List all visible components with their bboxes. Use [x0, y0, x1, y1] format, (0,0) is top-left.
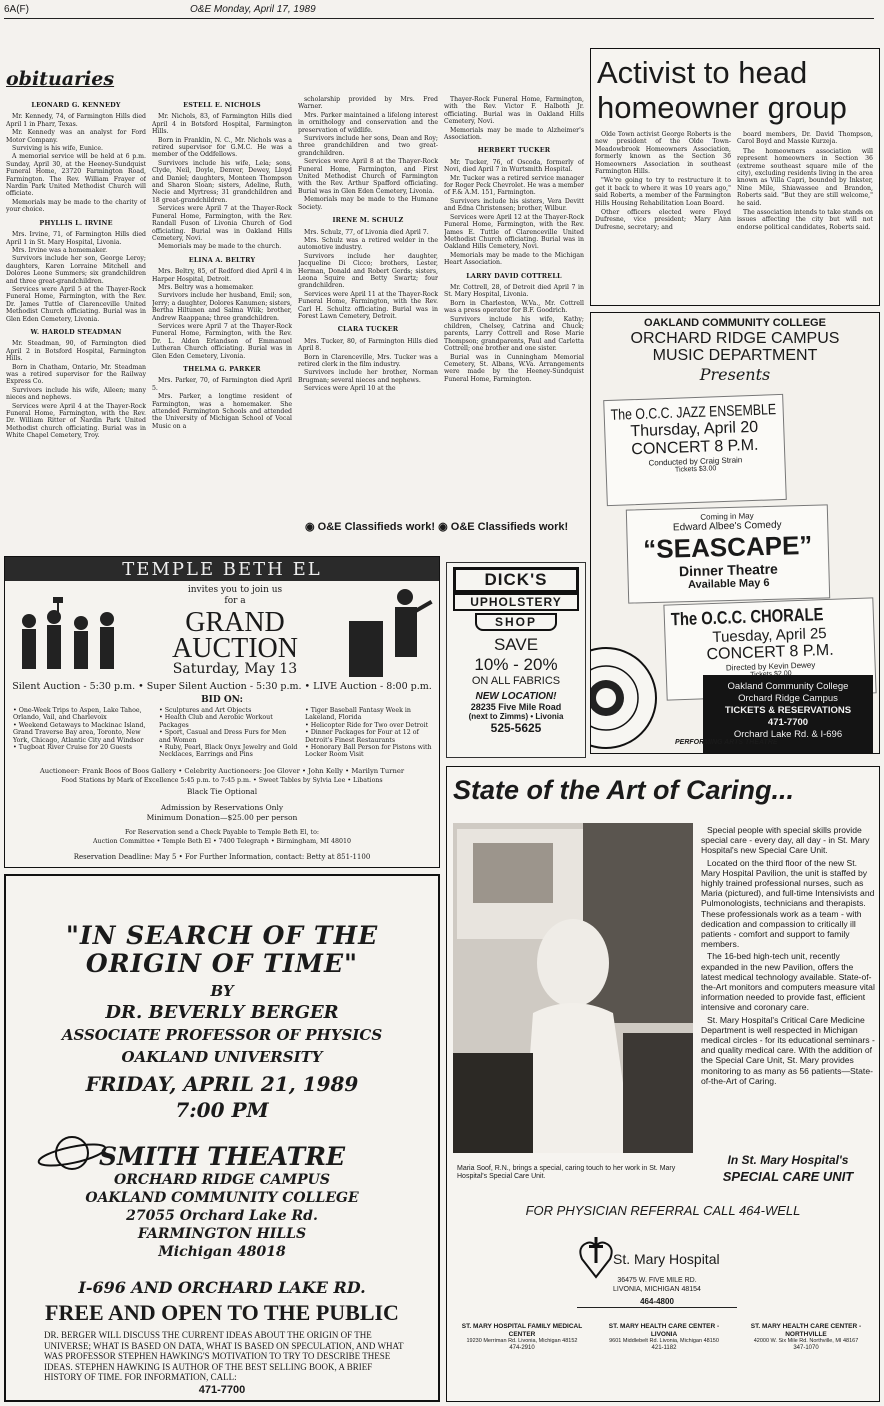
lecture-university: OAKLAND UNIVERSITY — [121, 1048, 323, 1066]
temple-invites: invites you to join us — [187, 585, 283, 595]
activist-article — [590, 48, 880, 306]
obit-paragraph: Services were April 8 at the Thayer-Rock Funeral Home, Farmington, and First United Methodist Church of Farmington with the Rev. Arthur Spafford officiating. Burial was in Glen Eden Cemetery, Livonia. — [298, 158, 438, 195]
obit-paragraph: Services were April 10 at the — [304, 385, 396, 393]
lecture-college: OAKLAND COMMUNITY COLLEGE — [85, 1190, 359, 1206]
temple-beth-el-ad — [4, 556, 440, 868]
lecture-address: 27055 Orchard Lake Rd. — [126, 1208, 318, 1224]
st-mary-heart-cross-icon — [579, 1235, 613, 1279]
obit-name: ESTELL E. NICHOLS — [183, 101, 261, 109]
lecture-road: I-696 AND ORCHARD LAKE RD. — [78, 1278, 366, 1297]
obit-name: CLARA TUCKER — [337, 325, 399, 334]
st-mary-paragraph: Located on the third floor of the new St. Mary Hospital Pavilion, the unit is staffed by highly trained professional nurses, such as Maria (pictured), and full-time Intensivists and Pulmonologists, technicians and therapists. These professionals work as a team - with dedication and compassion to critically ill patients - comfort and support to family members. — [701, 857, 875, 950]
classifieds-icon-1: ◉ — [305, 521, 315, 533]
obit-paragraph: Services were April 4 at the Thayer-Rock Funeral Home, Farmington, with the Rev. Dr. William Ritter of Nardin Park United Methodist church officiating. Burial was in White Chapel Cemetery, Troy. — [6, 402, 146, 440]
st-mary-tagline-1: In St. Mary Hospital's — [727, 1153, 849, 1167]
obit-paragraph: Survivors include her daughter, Jacqueline Di Cicco; brothers, Lester, Herman, Donald and Robert Gerds; sisters, Leona Squire and Betty Swartz; four grandchildren. — [298, 252, 438, 290]
obit-paragraph: Mr. Steadman, 90, of Farmington died April 2 in Botsford Hospital, Farmington Hills. — [6, 340, 146, 363]
lecture-title: "IN SEARCH OF THE ORIGIN OF TIME" — [65, 921, 379, 978]
paper-date: O&E Monday, April 17, 1989 — [190, 4, 316, 15]
lecture-phone: 471-7700 — [198, 1384, 246, 1396]
obit-paragraph: Services were April 5 at the Thayer-Rock Funeral Home, Farmington, with the Rev. Dr. James Tuttle of Clarenceville United Methodist Church officiating. Burial was in Glen Eden Cemetery, Livonia. — [6, 285, 146, 323]
obit-paragraph: Survivors include her husband, Emil; son, Jerry; a daughter, Dolores Kanumen; sisters, Bertha Hiltunen and Salma Wiik; brother, Andrew Raappana; three grandchildren. — [152, 292, 292, 322]
dicks-fabrics: ON ALL FABRICS — [471, 675, 561, 687]
bid-item: • Sport, Casual and Dress Furs for Men and Women — [159, 729, 287, 744]
dicks-name: DICK'S — [453, 567, 579, 593]
seascape-title: “SEASCAPE” — [642, 529, 813, 565]
bid-list-2 — [159, 707, 299, 759]
obit-paragraph: Mrs. Parker, 70, of Farmington died April 5. — [152, 377, 292, 392]
occ-box-line2: Orchard Ridge Campus — [738, 693, 838, 704]
bid-item: • Weekend Getaways to Mackinac Island, Grand Traverse Bay area, Toronto, New York, Chicago, Atlantic City and Windsor — [13, 721, 146, 744]
obit-paragraph: Burial was in Cunningham Memorial Cemetery, St. Albans, W.Va. Arrangements were made by the Heeney-Sundquist Funeral Home, Farmington. — [444, 353, 584, 383]
bid-item: • Helicopter Ride for Two over Detroit — [305, 721, 429, 729]
temple-deadline: Reservation Deadline: May 5 • For Further Information, contact: Betty at 851-1100 — [73, 853, 371, 861]
chorale-director: Directed by Kevin Dewey — [725, 660, 816, 673]
jazz-time: CONCERT 8 P.M. — [631, 436, 759, 459]
temple-black-tie: Black Tie Optional — [186, 787, 258, 796]
bid-item: • Sculptures and Art Objects — [159, 707, 252, 714]
classifieds-text-1: O&E Classifieds work! — [317, 521, 436, 533]
temple-admission: Admission by Reservations Only — [160, 803, 284, 812]
st-mary-paragraph: Special people with special skills provide special care - every day, all day - in St. Mary Hospital's new Special Care Unit. — [701, 825, 870, 856]
activist-col-2 — [737, 131, 873, 301]
obit-paragraph: Survivors include his wife, Lela; sons, Clyde, Neil, Doyle, Denver, Dewey, Lloyd and Daniel; daughters, Monteen Thompson and Sharon Sloan; sisters, Adeline, Ruth, Necie and Myrtress; 31 grandchildren and 18 great-grandchildren. — [152, 159, 292, 204]
health-center — [457, 1323, 587, 1351]
lecture-time: 7:00 PM — [175, 1098, 269, 1122]
obit-column-2 — [152, 96, 292, 551]
obit-name: HERBERT TUCKER — [477, 146, 551, 155]
health-center-address: 19230 Merriman Rd. Livonia, Michigan 48152 — [466, 1338, 578, 1344]
occ-music-ad — [590, 312, 880, 754]
obit-name: LEONARD G. KENNEDY — [31, 101, 121, 109]
health-centers — [457, 1323, 871, 1393]
bid-item: • Ruby, Pearl, Black Onyx Jewelry and Gold Necklaces, Earrings and Pins — [159, 744, 298, 759]
st-mary-logo-text: St. Mary Hospital — [613, 1251, 720, 1267]
bid-item: • Tiger Baseball Fantasy Week in Lakeland, Florida — [305, 707, 411, 722]
obit-paragraph: Mrs. Irvine was a homemaker. — [12, 246, 108, 254]
obit-name: THELMA G. PARKER — [183, 365, 261, 373]
obit-paragraph: Surviving is his wife, Eunice. — [12, 145, 103, 153]
temple-food: Food Stations by Mark of Excellence 5:45 p.m. to 7:45 p.m. • Sweet Tables by Sylvia Lee • Libations — [61, 777, 383, 784]
obit-paragraph: Memorials may be made to Alzheimer's Association. — [444, 126, 584, 142]
origin-of-time-ad — [4, 874, 440, 1402]
obit-name: ELINA A. BELTRY — [188, 255, 256, 264]
obit-paragraph: Mrs. Schulz was a retired welder in the automotive industry. — [298, 236, 438, 252]
temple-date: Saturday, May 13 — [172, 661, 298, 677]
page-header — [4, 4, 874, 18]
obit-paragraph: Born in Charleston, W.Va., Mr. Cottrell was a press operator for B.F. Goodrich. — [444, 299, 584, 315]
lecture-role: ASSOCIATE PROFESSOR OF PHYSICS — [61, 1026, 383, 1044]
obit-paragraph: Thayer-Rock Funeral Home, Farmington, with the Rev. Victor F. Halboth Jr. officiating. Burial was in Oakland Hills Cemetery, Novi. — [444, 96, 584, 126]
health-center-name: ST. MARY HEALTH CARE CENTER - NORTHVILLE — [750, 1323, 862, 1338]
lecture-campus: ORCHARD RIDGE CAMPUS — [114, 1172, 330, 1188]
seascape-dinner: Dinner Theatre — [678, 560, 779, 580]
classifieds-icon-2: ◉ — [438, 521, 448, 533]
obit-paragraph: Mrs. Tucker, 80, of Farmington Hills died April 8. — [298, 337, 438, 353]
jazz-price: Tickets $3.00 — [674, 465, 717, 474]
obit-paragraph: A memorial service will be held at 6 p.m. Sunday, April 30, at the Heeney-Sundquist Funeral Home, 23720 Farmington Road, Farmington. The Rev. William Frayer of Nardin Park United Methodist Church will officiate. — [6, 153, 146, 198]
lecture-by: BY — [210, 982, 234, 1000]
obit-paragraph: Services were April 7 at the Thayer-Rock Funeral Home, Farmington, with the Rev. Dr. L. Alden Erlandson of Emmanuel Lutheran Church officiating. Burial was in Glen Eden Cemetery, Livonia. — [152, 322, 292, 360]
bid-item: • Health Club and Aerobic Workout Packages — [159, 714, 273, 729]
seascape-coming: Coming in May — [700, 511, 754, 522]
dicks-percent: 10% - 20% — [474, 655, 558, 674]
health-center-phone: 421-1182 — [651, 1344, 677, 1351]
activist-paragraph: "We're going to try to restructure it to get it back to where it was 10 years ago," said Roberts, a member of the Farmington Hills Housing Rehabilitation Loan Board. — [595, 177, 731, 207]
temple-auctioneers: Auctioneer: Frank Boos of Boos Gallery • Celebrity Auctioneers: Joe Glover • John Kelly • Marilyn Turner — [39, 767, 405, 775]
health-center-phone: 347-1070 — [793, 1344, 819, 1351]
obit-paragraph: Memorials may be made to the charity of your choice. — [6, 198, 146, 214]
bid-item: • Honorary Ball Person for Pistons with Locker Room Visit — [305, 744, 432, 759]
obit-paragraph: Born in Franklin, N. C., Mr. Nichols was a retired supervisor for G.M.C. He was a member of the Oddfellows. — [152, 136, 292, 159]
jazz-title: The O.C.C. JAZZ ENSEMBLE — [610, 401, 777, 424]
activist-col-1 — [595, 131, 731, 301]
obit-column-3 — [298, 96, 438, 516]
lecture-state: Michigan 48018 — [158, 1244, 286, 1260]
health-center-name: ST. MARY HOSPITAL FAMILY MEDICAL CENTER — [461, 1323, 583, 1338]
obit-name: LARRY DAVID COTTRELL — [466, 271, 562, 280]
health-center-name: ST. MARY HEALTH CARE CENTER - LIVONIA — [608, 1323, 720, 1338]
obit-paragraph: Mr. Tucker was a retired service manager for Roger Peck Chevrolet. He was a member of F.& A.M. 151, Farmington. — [444, 174, 584, 197]
obit-paragraph: Mr. Tucker, 76, of Oscoda, formerly of Novi, died April 7 in Wurtsmith Hospital. — [444, 158, 584, 174]
classifieds-strip — [305, 520, 585, 536]
occ-box-line4: 471-7700 — [767, 717, 809, 728]
obit-paragraph: Mr. Cottrell, 28, of Detroit died April 7 in St. Mary Hospital, Livonia. — [444, 283, 584, 299]
health-center-phone: 474-2910 — [509, 1344, 535, 1351]
jazz-date: Thursday, April 20 — [630, 418, 759, 441]
occ-line1: OAKLAND COMMUNITY COLLEGE — [644, 317, 826, 329]
lecture-description: DR. BERGER WILL DISCUSS THE CURRENT IDEAS ABOUT THE ORIGIN OF THE UNIVERSE; WHAT IS BASED ON DATA, WHAT IS BASED ON SPECULATION, AND WHAT WAS PROFESSOR STEPHEN HAWKING'S MOTIVATION TO TRY TO DESCRIBE THESE IDEAS. STEPHEN HAWKING IS AUTHOR OF THE BEST SELLING BOOK, A BRIEF HISTORY OF TIME. FOR INFORMATION, CALL: — [44, 1330, 404, 1382]
occ-box-line1: Oakland Community College — [727, 681, 849, 692]
seascape-available: Available May 6 — [687, 576, 770, 592]
activist-headline: Activist to head homeowner group — [597, 55, 847, 125]
obit-paragraph: Survivors include his sisters, Vera Devitt and Edna Christensen; brother, Wilbur. — [444, 197, 584, 213]
dicks-shop: SHOP — [475, 613, 557, 631]
st-mary-addr1: 36475 W. FIVE MILE RD. — [617, 1277, 697, 1284]
obit-paragraph: Mrs. Irvine, 71, of Farmington Hills died April 1 in St. Mary Hospital, Livonia. — [6, 231, 146, 246]
health-center — [599, 1323, 729, 1351]
obit-paragraph: Survivors include his wife, Kathy; children, Chelsey, Catrina and Chuck; parents, Larry Cottrell and Rose Marie Thompson; grandparents, Paul and Carletta Cottrell; one brother and one sister. — [444, 315, 584, 353]
bid-item: • Dinner Packages for Four at 12 of Detroit's Finest Restaurants — [305, 729, 419, 744]
st-mary-addr2: LIVONIA, MICHIGAN 48154 — [613, 1286, 701, 1293]
lecture-speaker: DR. BEVERLY BERGER — [105, 1002, 339, 1023]
obit-paragraph: Memorials may be made to the Humane Society. — [298, 196, 438, 211]
bid-list-3 — [305, 707, 437, 759]
jazz-ticket — [603, 394, 787, 506]
st-mary-rule — [577, 1307, 737, 1308]
st-mary-headline: State of the Art of Caring... — [453, 775, 795, 805]
dicks-phone: 525-5625 — [490, 721, 542, 735]
health-center — [741, 1323, 871, 1351]
activist-paragraph: The association intends to take stands on issues affecting the city but will not endorse political candidates, Roberts said. — [737, 209, 873, 231]
dicks-near: (next to Zimms) • Livonia — [468, 712, 564, 721]
obit-paragraph: Mrs. Schulz, 77, of Livonia died April 7. — [304, 228, 429, 236]
occ-box-line3: TICKETS & RESERVATIONS — [724, 705, 852, 716]
seal-caption: PERFORMING ARTS THEATRE — [675, 739, 778, 746]
st-mary-ad — [446, 766, 880, 1402]
dicks-address: 28235 Five Mile Road — [470, 702, 562, 712]
obit-paragraph: Survivors include his wife, Aileen; many nieces and nephews. — [6, 386, 146, 402]
obit-paragraph: Mrs. Beltry, 85, of Redford died April 4 in Harper Hospital, Detroit. — [152, 268, 292, 283]
nurse-caption: Maria Soof, R.N., brings a special, caring touch to her work in St. Mary Hospital's Special Care Unit. — [457, 1165, 676, 1180]
activist-paragraph: Other officers elected were Floyd Dufresne, vice president; Mary Ann Dufresne, secretary; and — [595, 209, 731, 231]
temple-reservation: For Reservation send a Check Payable to Temple Beth El, to: — [124, 829, 319, 836]
obit-name: IRENE M. SCHULZ — [332, 216, 404, 225]
obit-paragraph: Mr. Kennedy was an analyst for Ford Motor Company. — [6, 129, 146, 144]
lecture-free: FREE AND OPEN TO THE PUBLIC — [45, 1300, 399, 1325]
chorale-time: CONCERT 8 P.M. — [706, 641, 834, 664]
smith-theatre-seal-icon — [590, 643, 661, 753]
page-number: 6A(F) — [4, 4, 29, 15]
chorale-title: The O.C.C. CHORALE — [670, 604, 824, 630]
obituaries-title: obituaries — [6, 68, 115, 90]
st-mary-body — [701, 825, 875, 1147]
obit-paragraph: Mrs. Beltry was a homemaker. — [158, 283, 254, 291]
lecture-date: FRIDAY, APRIL 21, 1989 — [85, 1072, 359, 1096]
dicks-upholstery-ad — [446, 562, 586, 758]
obit-paragraph: Services were April 12 at the Thayer-Rock Funeral Home, Farmington, with the Rev. James E. Tuttle of Clarenceville United Methodist Church officiating. Burial was in Oakland Hills Cemetery, Novi. — [444, 213, 584, 251]
obit-paragraph: Mrs. Parker, a longtime resident of Farmington, was a homemaker. She attended Farmington Schools and attended the University of Michigan School of Vocal Music on a — [152, 393, 292, 430]
obit-paragraph: Survivors include her son, George Leroy; daughters, Karen Lorraine Mitchell and Dolores Leone Summers; six grandchildren and three great-grandchildren. — [6, 255, 146, 285]
temple-grand: GRAND — [185, 607, 285, 638]
lecture-city: FARMINGTON HILLS — [137, 1226, 307, 1242]
dicks-upholstery: UPHOLSTERY — [453, 593, 579, 611]
obit-paragraph: Survivors include her brother, Norman Brugman; several nieces and nephews. — [298, 369, 438, 384]
temple-address: Auction Committee • Temple Beth El • 7400 Telegraph • Birmingham, MI 48010 — [92, 838, 352, 845]
health-center-address: 42000 W. Six Mile Rd. Northville, MI 48167 — [753, 1338, 859, 1344]
temple-auction: AUCTION — [172, 633, 298, 664]
temple-for: for a — [224, 596, 246, 606]
temple-times: Silent Auction - 5:30 p.m. • Super Silent Auction - 5:30 p.m. • LIVE Auction - 8:00 p.m. — [12, 681, 432, 692]
obit-paragraph: Born in Clarenceville, Mrs. Tucker was a retired clerk in the film industry. — [298, 353, 438, 368]
obit-column-1 — [6, 96, 146, 551]
obit-name: W. HAROLD STEADMAN — [30, 327, 122, 336]
obit-name: PHYLLIS L. IRVINE — [39, 218, 113, 227]
dicks-save: SAVE — [493, 635, 539, 654]
chorale-date: Tuesday, April 25 — [712, 625, 827, 646]
physician-referral: FOR PHYSICIAN REFERRAL CALL 464-WELL — [525, 1203, 801, 1218]
bid-list-1 — [13, 707, 153, 751]
header-rule — [4, 18, 874, 19]
activist-paragraph: Olde Town activist George Roberts is the new president of the Olde Town-Meadowbrook Homeowners Association, formerly known as the Section 36 Homeowners Association in southeast Farmington Hills. — [595, 131, 731, 176]
nurse-photo — [453, 823, 693, 1153]
st-mary-paragraph: The 16-bed high-tech unit, recently expanded in the new Pavilion, offers the latest medical technology available. State-of-the-Art monitors and computers measure vital information needed to provide fast, efficient intensive and coronary care. — [701, 951, 875, 1013]
obit-paragraph: Born in Chatham, Ontario, Mr. Steadman was a retired supervisor for the Railway Express Co. — [6, 363, 146, 386]
temple-name: TEMPLE BETH EL — [122, 559, 322, 580]
obit-paragraph: Mrs. Parker maintained a lifelong interest in ornithology and conservation and the preservation of wildlife. — [298, 111, 438, 134]
obit-paragraph: Mr. Nichols, 83, of Farmington Hills died April 4 in Botsford Hospital, Farmington Hills. — [152, 113, 292, 136]
auction-crowd-illustration-icon — [9, 581, 129, 681]
obit-paragraph: Memorials may be made to the church. — [158, 243, 282, 251]
health-center-address: 9601 Middlebelt Rd. Livonia, Michigan 48150 — [609, 1338, 719, 1344]
lecture-venue: SMITH THEATRE — [98, 1142, 346, 1171]
obit-paragraph: Survivors include her sons, Dean and Roy; three grandchildren and two great-grandchildren. — [298, 135, 438, 157]
seascape-ticket — [626, 504, 830, 603]
bid-item: • Tugboat River Cruise for 20 Guests — [13, 744, 132, 752]
occ-presents: Presents — [699, 365, 771, 384]
activist-paragraph: The homeowners association will represent homeowners in Section 36 (extreme southeast square mile of the city), excluding residents living in the area known as Villa Capri, bounded by Inkster, Nine Mile, Shiawassee and Brandon, Roberts said. "But they are still welcome," he said. — [737, 147, 873, 207]
obit-paragraph: Services were April 7 at the Thayer-Rock Funeral Home, Farmington, with the Rev. Randall Fuson of Livonia Church of God officiating. Burial was in Oakland Hills Cemetery, Novi. — [152, 205, 292, 242]
obit-column-4 — [444, 96, 584, 516]
auctioneer-podium-illustration-icon — [345, 581, 437, 681]
obit-paragraph: Services were April 11 at the Thayer-Rock Funeral Home, Farmington, with the Rev. Carl H. Schultz officiating. Burial was in Forest Lawn Cemetery, Detroit. — [298, 290, 438, 320]
occ-line3: MUSIC DEPARTMENT — [652, 347, 818, 364]
occ-line2: ORCHARD RIDGE CAMPUS — [630, 330, 840, 347]
temple-bid-on: BID ON: — [201, 695, 243, 705]
st-mary-phone: 464-4800 — [640, 1297, 674, 1306]
temple-donation: Minimum Donation—$25.00 per person — [146, 813, 298, 822]
st-mary-tagline-2: SPECIAL CARE UNIT — [722, 1169, 854, 1184]
jazz-conductor: Conducted by Craig Strain — [648, 455, 743, 468]
obit-paragraph: Mr. Kennedy, 74, of Farmington Hills died April 1 in Pharr, Texas. — [6, 113, 146, 128]
dicks-new-location: NEW LOCATION! — [475, 691, 557, 702]
st-mary-paragraph: St. Mary Hospital's Critical Care Medicine Department is well respected in Michigan medical circles - for its educational seminars - and quality medical care. With the addition of the Special Care Unit, St. Mary provides monitoring to as many as 56 patients—State-of-the-Art of Caring. — [701, 1014, 875, 1086]
obit-paragraph: scholarship provided by Mrs. Fred Warner. — [298, 96, 438, 111]
classifieds-text-2: O&E Classifieds work! — [450, 521, 569, 533]
seascape-by: Edward Albee's Comedy — [672, 519, 782, 534]
obit-paragraph: Memorials may be made to the Michigan Heart Association. — [444, 251, 584, 267]
activist-paragraph: board members, Dr. David Thompson, Carol Boyd and Massie Kurzeja. — [737, 131, 873, 146]
occ-box-line5: Orchard Lake Rd. & I-696 — [733, 729, 843, 740]
bid-item: • One-Week Trips to Aspen, Lake Tahoe, Orlando, Vail, and Charlevoix — [13, 707, 142, 722]
